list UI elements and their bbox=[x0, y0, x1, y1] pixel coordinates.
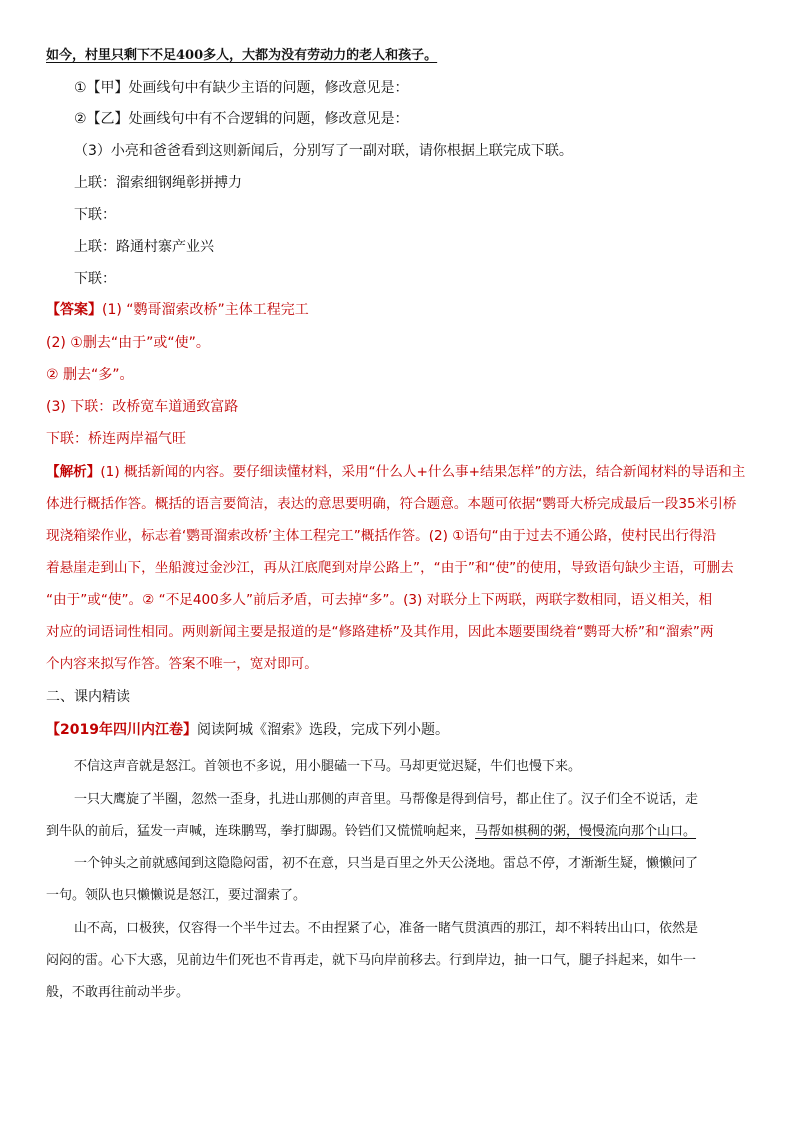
analysis-line-4: 着悬崖走到山下，坐船渡过金沙江，再从江底爬到对岸公路上”，“由于”和“使”的使用，导致语句缺少主语，可删去 bbox=[46, 560, 734, 576]
question-line-2: ②【乙】处画线句中有不合逻辑的问题，修改意见是： bbox=[74, 111, 409, 127]
question-line-1: ①【甲】处画线句中有缺少主语的问题，修改意见是： bbox=[74, 80, 409, 96]
underlined-sentence: 如今，村里只剩下不足400多人，大都为没有劳动力的老人和孩子。 bbox=[46, 48, 438, 63]
passage-p2-line1: 一只大鹰旋了半圈，忽然一歪身，扎进山那侧的声音里。马帮像是得到信号，都止住了。汉子们全不说话，走 bbox=[74, 792, 699, 807]
source-line bbox=[46, 720, 449, 740]
answer-tag: 【答案】 bbox=[46, 302, 102, 318]
section-heading: 二、课内精读 bbox=[46, 689, 130, 705]
couplet-lower-1: 下联： bbox=[74, 207, 116, 223]
couplet-lower-2: 下联： bbox=[74, 271, 116, 287]
answer-line-1 bbox=[46, 300, 309, 320]
passage-p1: 不信这声音就是怒江。首领也不多说，用小腿磕一下马。马却更觉迟疑，牛们也慢下来。 bbox=[74, 759, 582, 774]
passage-p2-line2 bbox=[46, 822, 696, 842]
couplet-upper-2: 上联：路通村寨产业兴 bbox=[74, 239, 214, 255]
analysis-line-2: 体进行概括作答。概括的语言要简洁，表达的意思要明确，符合题意。本题可依据“鹦哥大桥完成最后一段35米引桥 bbox=[46, 496, 737, 512]
analysis-line-7: 个内容来拟写作答。答案不唯一，宽对即可。 bbox=[46, 656, 318, 672]
answer-line-2: (2) ①删去“由于”或“使”。 bbox=[46, 335, 210, 351]
answer-line-5: 下联：桥连两岸福气旺 bbox=[46, 431, 186, 447]
underlined-passage-sentence: 马帮如棋稠的粥，慢慢流向那个山口。 bbox=[475, 824, 697, 839]
analysis-line-6: 对应的词语词性相同。两则新闻主要是报道的是“修路建桥”及其作用，因此本题要围绕着“鹦哥大桥”和“溜索”两 bbox=[46, 624, 714, 640]
passage-p3-line2: 一句。领队也只懒懒说是怒江，要过溜索了。 bbox=[46, 888, 307, 903]
answer-line-4: (3) 下联：改桥宽车道通致富路 bbox=[46, 399, 239, 415]
answer-text-1: (1) “鹦哥溜索改桥”主体工程完工 bbox=[102, 302, 309, 318]
analysis-line-5: “由于”或“使”。② “不足400多人”前后矛盾，可去掉“多”。(3) 对联分上下两联，两联字数相同，语义相关，相 bbox=[46, 592, 713, 608]
passage-p4-line2: 闷闷的雷。心下大惑，见前边牛们死也不肯再走，就下马向岸前移去。行到岸边，抽一口气，腿子抖起来，如牛一 bbox=[46, 953, 697, 968]
question-line-3: （3）小亮和爸爸看到这则新闻后，分别写了一副对联，请你根据上联完成下联。 bbox=[74, 143, 573, 159]
answer-line-3: ② 删去“多”。 bbox=[46, 367, 134, 383]
couplet-upper-1: 上联：溜索细钢绳彰拼搏力 bbox=[74, 175, 242, 191]
analysis-text-1: (1) 概括新闻的内容。要仔细读懂材料，采用“什么人+什么事+结果怎样”的方法，结合新闻材料的导语和主 bbox=[100, 464, 746, 480]
analysis-line-1 bbox=[46, 462, 745, 482]
passage-p4-line3: 般，不敢再往前动半步。 bbox=[46, 985, 190, 1000]
passage-p3-line1: 一个钟头之前就感闻到这隐隐闷雷，初不在意，只当是百里之外天公浇地。雷总不停，才渐渐生疑，懒懒问了 bbox=[74, 856, 699, 871]
analysis-line-3: 现浇箱梁作业，标志着‘鹦哥溜索改桥’主体工程完工”概括作答。(2) ①语句“由于过去不通公路，使村民出行得沿 bbox=[46, 528, 717, 544]
passage-p2-text: 到牛队的前后，猛发一声喊，连珠鹏骂，拳打脚踢。铃铛们又慌慌响起来， bbox=[46, 824, 476, 839]
source-tag: 【2019年四川内江卷】 bbox=[46, 722, 197, 738]
passage-p4-line1: 山不高，口极狭，仅容得一个半牛过去。不由捏紧了心，准备一睹气贯滇西的那江，却不料转出山口，依然是 bbox=[74, 921, 699, 936]
source-instruction: 阅读阿城《溜索》选段，完成下列小题。 bbox=[196, 722, 449, 738]
analysis-tag: 【解析】 bbox=[46, 464, 101, 480]
